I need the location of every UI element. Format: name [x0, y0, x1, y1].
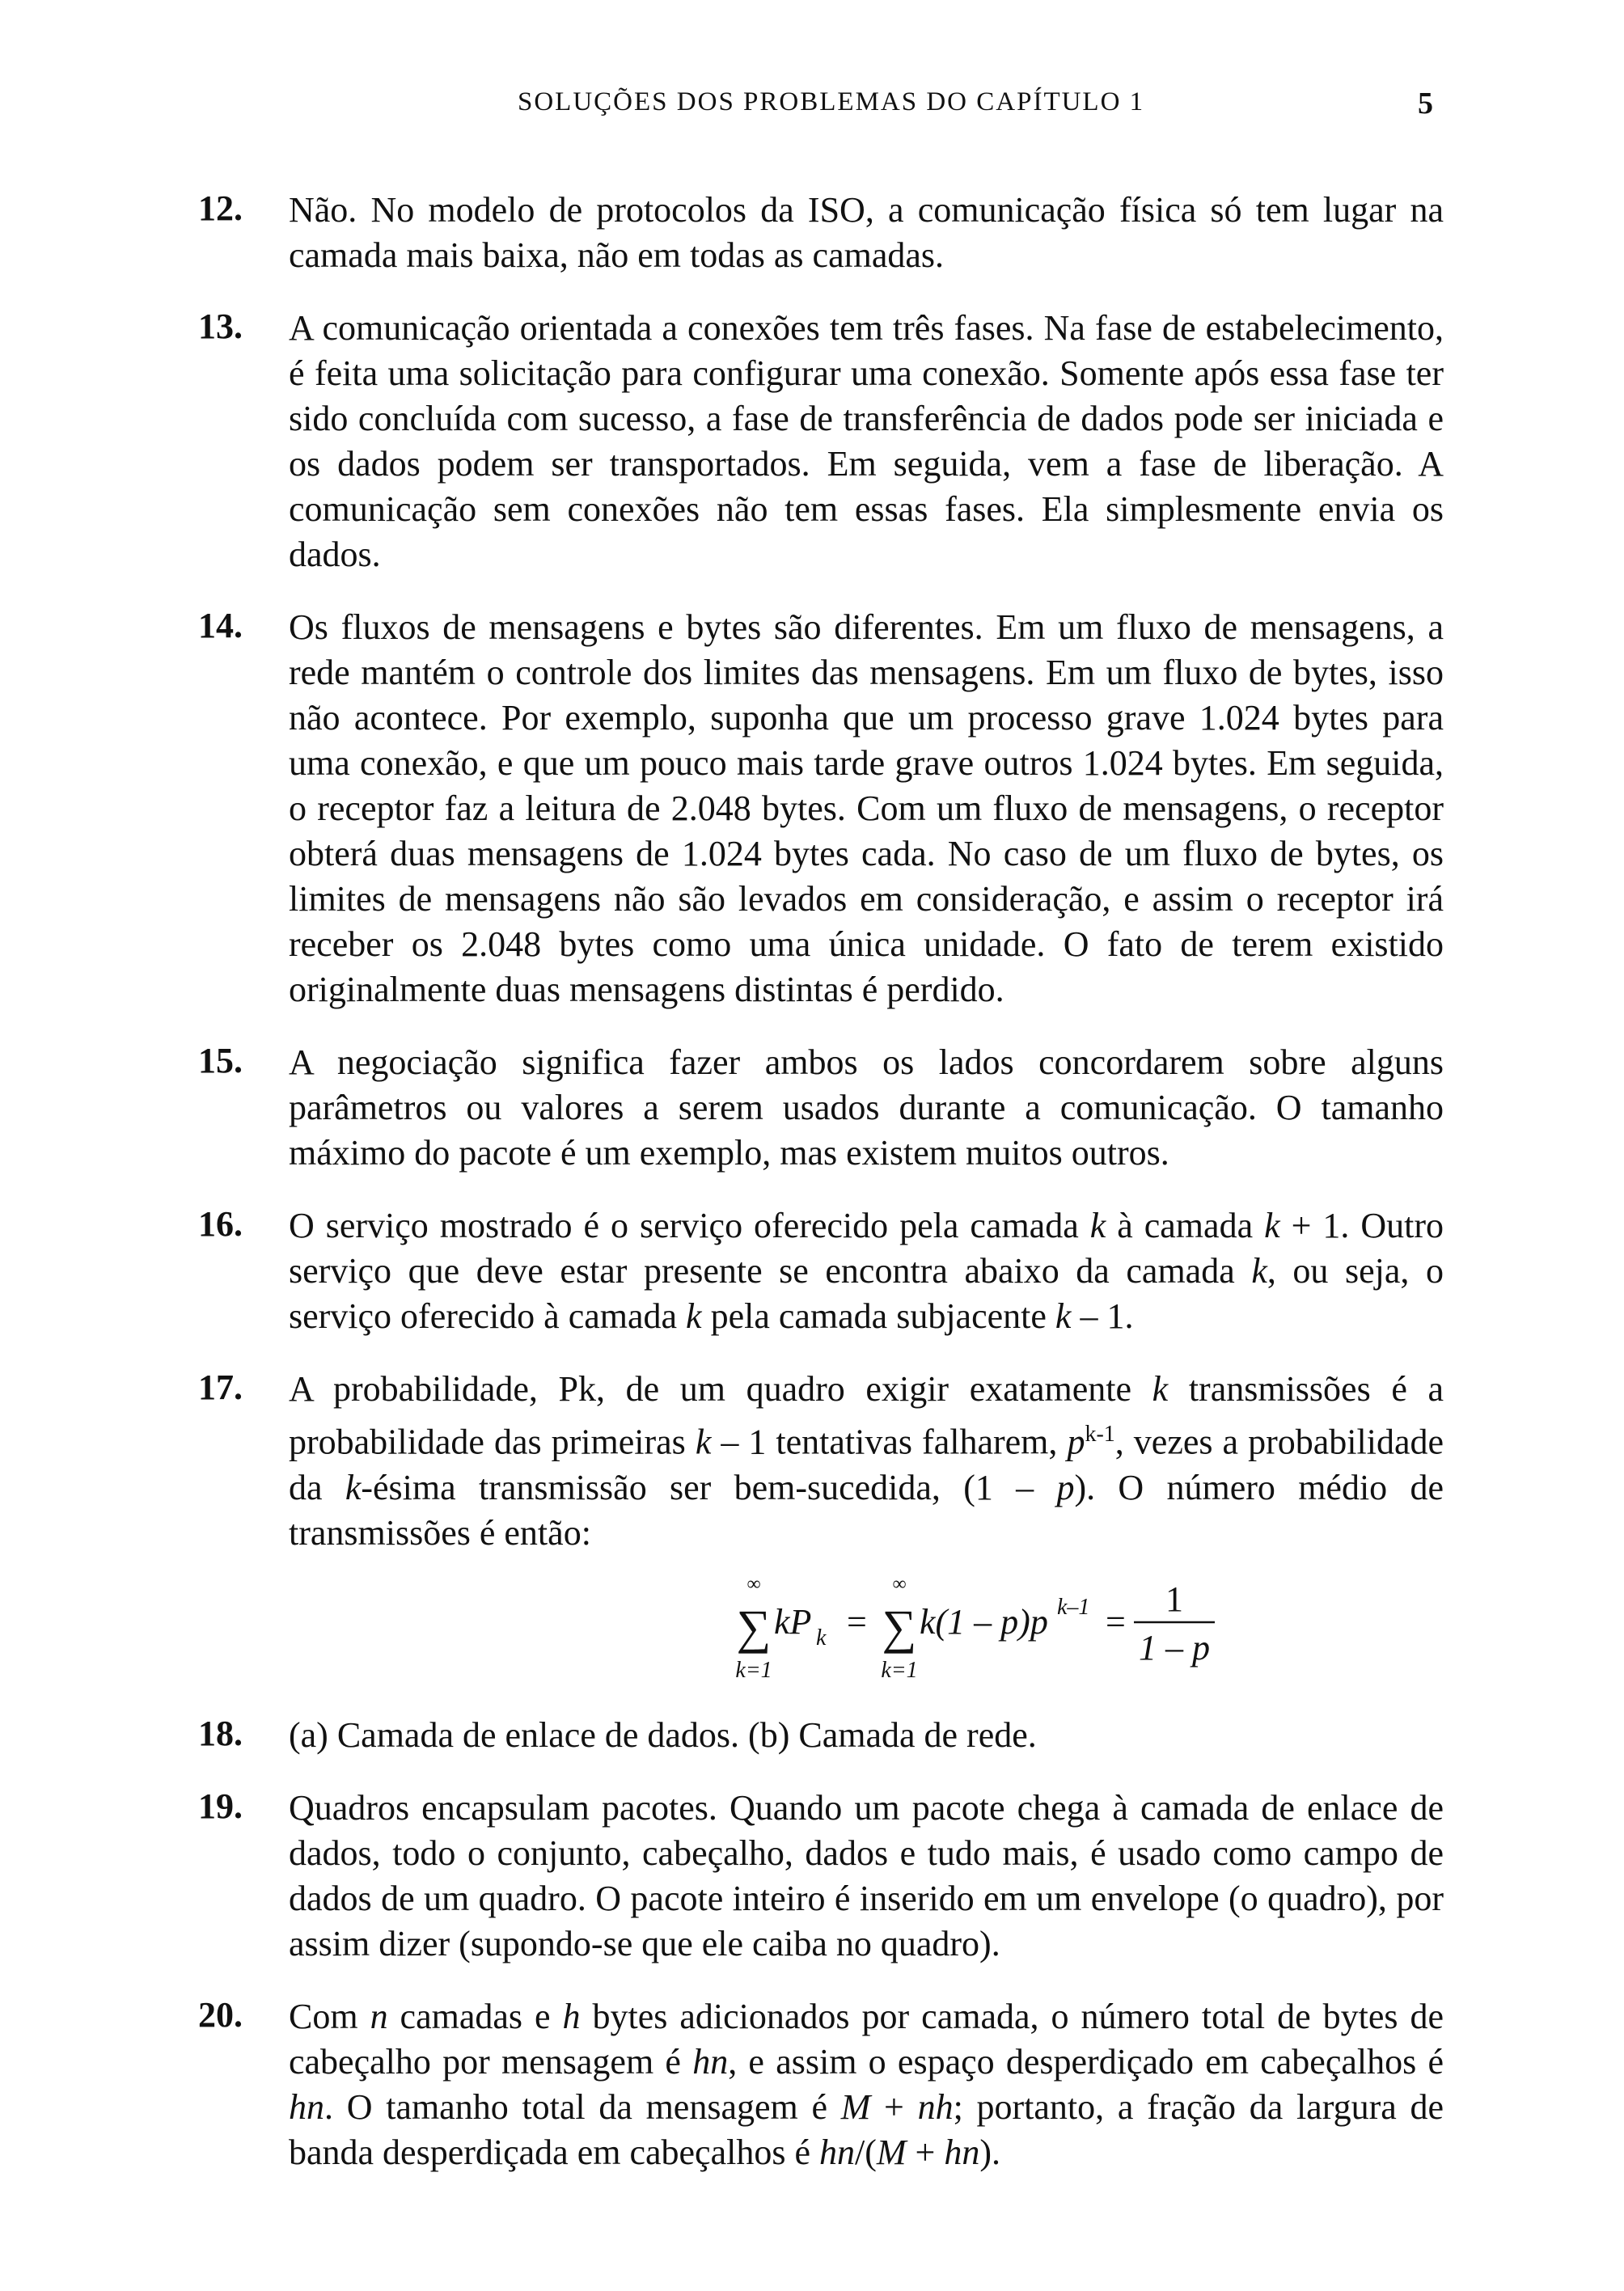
equals-sign-2: =	[1106, 1601, 1126, 1642]
solution-item-12	[198, 188, 1444, 278]
lhs-term: kP	[774, 1601, 812, 1642]
item-number: 13.	[198, 306, 243, 346]
item-text: Quadros encapsulam pacotes. Quando um pacote chega à camada de enlace de dados, todo o conjunto, cabeçalho, dados e tudo mais, é usado como campo de dados de um quadro. O pacote inteiro é inserido em um envelope (o quadro), por assim dizer (supondo-se que ele caiba no quadro).	[289, 1787, 1444, 1963]
lhs-subscript: k	[816, 1625, 827, 1651]
running-title: SOLUÇÕES DOS PROBLEMAS DO CAPÍTULO 1	[518, 87, 1145, 116]
item-number: 19.	[198, 1786, 243, 1826]
solution-item-17	[198, 1367, 1444, 1685]
sum-sign-icon: ∑	[882, 1600, 917, 1654]
item-text: (a) Camada de enlace de dados. (b) Camada de rede.	[289, 1714, 1037, 1755]
formula-svg	[289, 1564, 1534, 1685]
solution-item-14	[198, 605, 1444, 1012]
item-text: Os fluxos de mensagens e bytes são diferentes. Em um fluxo de mensagens, a rede mantém o controle dos limites das mensagens. Em um fluxo de bytes, isso não acontece. Por exemplo, suponha que um processo grave 1.024 bytes para uma conexão, e que um pouco mais tarde grave outros 1.024 bytes. Em seguida, o receptor faz a leitura de 2.048 bytes. Com um fluxo de mensagens, o receptor obterá duas mensagens de 1.024 bytes cada. No caso de um fluxo de bytes, os limites de mensagens não são levados em consideração, e assim o receptor irá receber os 2.048 bytes como uma única unidade. O fato de terem existido originalmente duas mensagens distintas é perdido.	[289, 607, 1444, 1009]
item-number: 20.	[198, 1994, 243, 2035]
fraction-denominator: 1 – p	[1139, 1627, 1210, 1668]
item-number: 18.	[198, 1713, 243, 1753]
solution-item-16	[198, 1203, 1444, 1339]
solution-item-18	[198, 1713, 1444, 1758]
item-text: Não. No modelo de protocolos da ISO, a comunicação física só tem lugar na camada mais baixa, não em todas as camadas.	[289, 190, 1444, 275]
item-number: 16.	[198, 1204, 243, 1244]
solution-item-20	[198, 1994, 1444, 2175]
fraction-numerator: 1	[1165, 1579, 1183, 1619]
page-header	[0, 87, 1624, 128]
item-number: 17.	[198, 1367, 243, 1407]
sum-lower-limit: k=1	[881, 1657, 918, 1683]
solution-item-13	[198, 306, 1444, 577]
item-text: O serviço mostrado é o serviço oferecido pela camada k à camada k + 1. Outro serviço que deve estar presente se encontra abaixo da camada k, ou seja, o serviço oferecido à camada k pela camada subjacente k – 1.	[289, 1206, 1444, 1336]
item-number: 14.	[198, 606, 243, 645]
page-number: 5	[1418, 87, 1433, 120]
solution-item-19	[198, 1786, 1444, 1967]
sum-lower-limit: k=1	[735, 1657, 772, 1683]
item-text: A probabilidade, Pk, de um quadro exigir exatamente k transmissões é a probabilidade das primeiras k – 1 tentativas falharem, $p^{k-1}$, vezes a probabilidade da k-ésima transmissão ser bem-sucedida, (1 – p). O número médio de transmissões é então:	[289, 1369, 1444, 1553]
mid-exponent: k–1	[1057, 1594, 1090, 1620]
item-number: 12.	[198, 188, 243, 228]
item-text: A negociação significa fazer ambos os lados concordarem sobre alguns parâmetros ou valores a serem usados durante a comunicação. O tamanho máximo do pacote é um exemplo, mas existem muitos outros.	[289, 1042, 1444, 1173]
mid-term: k(1 – p)p	[920, 1601, 1048, 1642]
item-text: Com n camadas e h bytes adicionados por camada, o número total de bytes de cabeçalho por mensagem é hn, e assim o espaço desperdiçado em cabeçalhos é hn. O tamanho total da mensagem é M + nh; portanto, a fração da largura de banda desperdiçada em cabeçalhos é hn/(M + hn).	[289, 1996, 1444, 2172]
equals-sign-1: =	[847, 1601, 867, 1642]
sum-sign-icon: ∑	[736, 1600, 772, 1654]
solution-item-15	[198, 1040, 1444, 1176]
sum-upper-limit: ∞	[746, 1573, 761, 1595]
sum-upper-limit: ∞	[892, 1573, 907, 1595]
item-number: 15.	[198, 1041, 243, 1080]
solutions-list	[198, 188, 1444, 2203]
expected-transmissions-formula	[289, 1564, 1444, 1685]
item-text: A comunicação orientada a conexões tem três fases. Na fase de estabelecimento, é feita uma solicitação para configurar uma conexão. Somente após essa fase ter sido concluída com sucesso, a fase de transferência de dados pode ser iniciada e os dados podem ser transportados. Em seguida, vem a fase de liberação. A comunicação sem conexões não tem essas fases. Ela simplesmente envia os dados.	[289, 308, 1444, 574]
